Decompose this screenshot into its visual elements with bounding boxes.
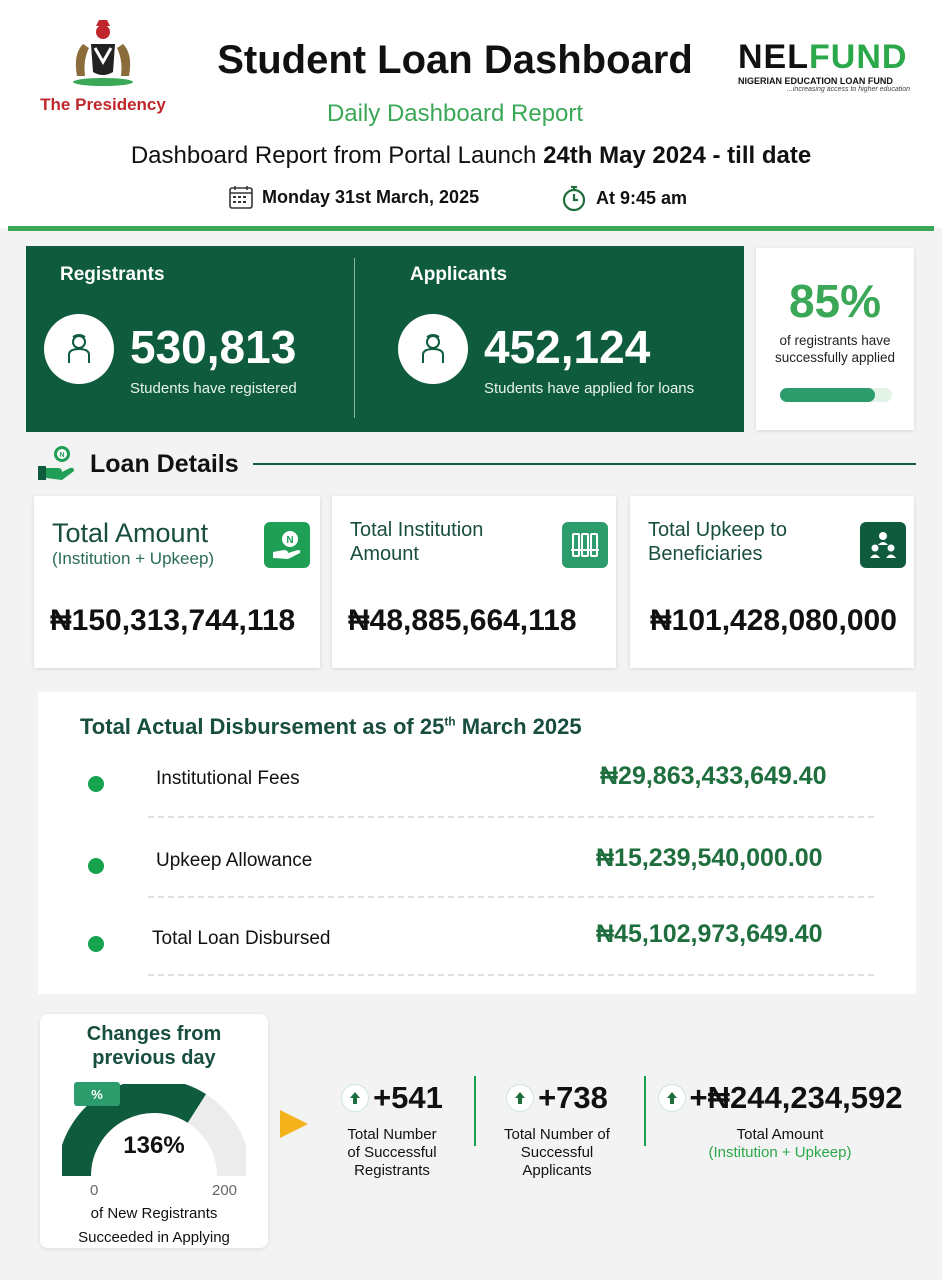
report-range: 24th May 2024 - till date <box>543 142 812 169</box>
registration-stats-panel <box>26 246 744 432</box>
beneficiaries-icon <box>860 522 906 568</box>
report-time <box>560 184 687 212</box>
coat-of-arms-icon <box>63 18 143 86</box>
gauge-min: 0 <box>90 1182 99 1199</box>
row-divider <box>148 816 874 818</box>
arrow-up-icon <box>658 1084 686 1112</box>
change-divider <box>644 1076 646 1146</box>
disbursement-panel <box>38 692 916 994</box>
row-divider <box>148 896 874 898</box>
page-title: Student Loan Dashboard <box>217 38 693 82</box>
student-icon <box>398 314 468 384</box>
disbursement-label: Upkeep Allowance <box>156 850 313 871</box>
stopwatch-icon <box>560 184 588 212</box>
logo-subtitle: NIGERIAN EDUCATION LOAN FUND <box>738 76 893 86</box>
date-text: Monday 31st March, 2025 <box>262 186 480 207</box>
change-registrants <box>318 1080 466 1180</box>
loan-details-title: Loan Details <box>90 449 239 478</box>
application-rate-bar <box>780 388 892 402</box>
change-applicants <box>484 1080 630 1180</box>
application-rate-caption: of registrants have successfully applied <box>774 333 896 365</box>
presidency-branding <box>28 18 178 115</box>
money-hand-icon <box>264 522 310 568</box>
hand-coin-icon <box>36 444 78 484</box>
total-amount-card <box>34 496 320 668</box>
disbursement-value: ₦15,239,540,000.00 <box>596 844 823 872</box>
student-icon <box>44 314 114 384</box>
disbursement-label: Institutional Fees <box>156 768 300 789</box>
disbursement-row <box>38 762 916 840</box>
change-registrants-caption: Total Number of Successful Registrants <box>347 1126 437 1179</box>
change-applicants-caption: Total Number of Successful Applicants <box>504 1126 610 1179</box>
upkeep-amount-value: ₦101,428,080,000 <box>650 604 897 637</box>
arrow-up-icon <box>506 1084 534 1112</box>
disbursement-value: ₦45,102,973,649.40 <box>596 920 823 948</box>
institution-amount-value: ₦48,885,664,118 <box>348 604 577 637</box>
application-rate-card <box>756 248 914 430</box>
svg-text:N: N <box>286 535 294 546</box>
upkeep-amount-label: Total Upkeep to Beneficiaries <box>648 519 787 565</box>
report-date <box>228 184 479 210</box>
report-header <box>0 0 942 228</box>
institution-icon <box>562 522 608 568</box>
registrants-label: Registrants <box>60 264 165 285</box>
application-rate-fill <box>780 388 875 402</box>
disbursement-label: Total Loan Disbursed <box>152 928 331 949</box>
disbursement-value: ₦29,863,433,649.40 <box>600 762 827 790</box>
report-period <box>0 142 942 170</box>
applicants-value: 452,124 <box>484 321 651 373</box>
logo-fund: FUND <box>809 38 908 76</box>
disbursement-title: Total Actual Disbursement as of 25th March 2025 <box>80 714 582 739</box>
change-amount-value: +₦244,234,592 <box>689 1080 903 1115</box>
total-amount-label: Total Amount (Institution + Upkeep) <box>52 518 215 568</box>
gauge-max: 200 <box>212 1182 238 1199</box>
logo-nel: NEL <box>738 38 809 76</box>
total-amount-value: ₦150,313,744,118 <box>50 604 296 637</box>
total-amount-sub: (Institution + Upkeep) <box>52 549 215 568</box>
gauge-caption: of New Registrants Succeeded in Applying <box>78 1205 230 1246</box>
page-subtitle: Daily Dashboard Report <box>326 100 584 127</box>
gauge-value: 136% <box>123 1132 185 1159</box>
changes-title: Changes from previous day <box>86 1023 222 1069</box>
row-divider <box>148 974 874 976</box>
bullet-dot <box>88 936 104 952</box>
percent-tag: % <box>74 1082 120 1106</box>
header-divider <box>8 226 934 231</box>
loan-details-header <box>36 442 916 486</box>
disbursement-row <box>38 844 916 922</box>
svg-text:N: N <box>59 452 65 459</box>
bullet-dot <box>88 776 104 792</box>
loan-details-rule <box>253 463 916 465</box>
application-rate-value: 85% <box>788 275 882 327</box>
change-amount-caption: Total Amount (Institution + Upkeep) <box>708 1126 852 1161</box>
upkeep-amount-card <box>630 496 914 668</box>
logo-tagline: ...increasing access to higher education <box>787 86 910 93</box>
arrow-up-icon <box>341 1084 369 1112</box>
stats-divider <box>354 258 355 418</box>
change-registrants-value: +541 <box>373 1080 443 1115</box>
presidency-label: The Presidency <box>40 95 166 114</box>
calendar-icon <box>228 184 254 210</box>
registrants-value: 530,813 <box>130 321 297 373</box>
change-amount <box>652 1080 908 1162</box>
nelfund-logo <box>738 40 918 93</box>
time-text: At 9:45 am <box>596 187 688 208</box>
bullet-dot <box>88 858 104 874</box>
applicants-caption: Students have applied for loans <box>484 380 695 397</box>
registrants-caption: Students have registered <box>130 380 297 397</box>
disbursement-row <box>38 920 916 1002</box>
change-applicants-value: +738 <box>538 1080 608 1115</box>
institution-amount-card <box>332 496 616 668</box>
report-prefix: Dashboard Report from Portal Launch <box>130 142 537 169</box>
pointer-arrow-icon <box>280 1110 308 1138</box>
applicants-label: Applicants <box>410 264 508 285</box>
change-divider <box>474 1076 476 1146</box>
changes-card <box>40 1014 268 1248</box>
institution-amount-label: Total Institution Amount <box>350 519 484 565</box>
